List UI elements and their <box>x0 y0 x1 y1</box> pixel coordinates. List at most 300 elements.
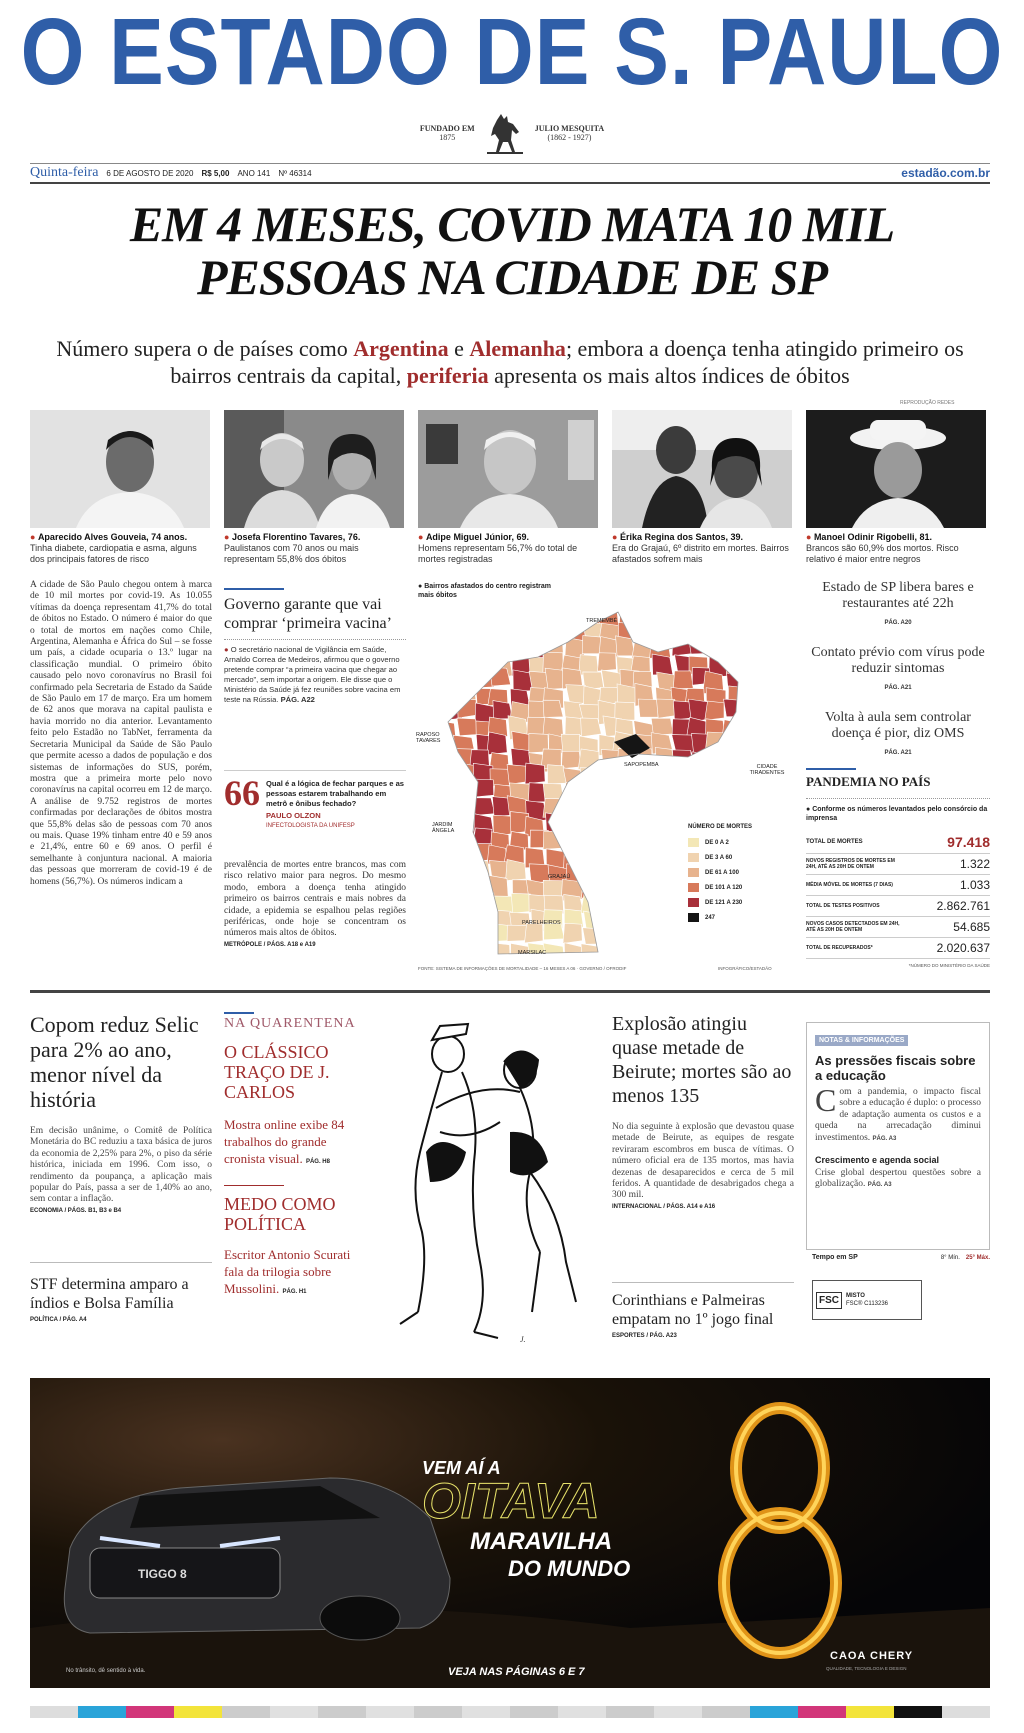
map-district <box>544 924 565 940</box>
svg-text:TIGGO 8: TIGGO 8 <box>138 1567 187 1581</box>
map-district <box>688 766 709 784</box>
quote-author: PAULO OLZON <box>266 811 321 820</box>
victim-photo-3[interactable] <box>418 410 598 528</box>
quarentena-title-2[interactable]: MEDO COMO POLÍTICA <box>224 1194 336 1234</box>
map-district <box>457 699 476 718</box>
map-district <box>632 603 653 621</box>
vaccine-title[interactable]: Governo garante que vai comprar ‘primeira vacina’ <box>224 596 392 632</box>
vaccine-box: Governo garante que vai comprar ‘primeira vacina’ ● O secretário nacional de Vigilância em Saúde, Arnaldo Correa de Medeiros, afirmou que o governo pretende comprar “a primeira vacina que chegar ao mercado”, sem importar a origem. Ele disse que o Ministério da Saúde já fez reuniões sobre vacina em teste na Rússia. PÁG. A22 <box>224 588 406 705</box>
beirute-ref: INTERNACIONAL / PÁGS. A14 e A16 <box>612 1203 716 1210</box>
stat-row: TOTAL DE MORTES 97.418 <box>806 831 990 854</box>
weather-label: Tempo em SP <box>812 1254 858 1261</box>
victim-text: Brancos são 60,9% dos mortos. Risco relativo é maior entre negros <box>806 543 959 564</box>
map-district <box>744 607 765 631</box>
map-district <box>724 608 746 630</box>
map-district <box>692 752 712 774</box>
map-district <box>456 881 476 901</box>
map-district <box>689 623 708 640</box>
dancing-couple-icon <box>370 1012 600 1352</box>
map-district <box>743 625 764 643</box>
victim-name: Manoel Odinir Rigobelli, 81. <box>813 532 932 542</box>
map-district <box>654 816 673 837</box>
map-district <box>458 785 476 805</box>
dateline-year: ANO 141 <box>237 168 271 178</box>
map-district <box>600 796 622 818</box>
map-district <box>597 876 618 897</box>
victim-photo-2[interactable] <box>224 410 404 528</box>
legend-label: DE 0 A 2 <box>705 839 729 846</box>
victim-name: Josefa Florentino Tavares, 76. <box>231 532 361 542</box>
map-district <box>436 764 457 785</box>
horseman-logo-icon <box>483 110 527 156</box>
map-district <box>524 604 544 623</box>
quarentena-kicker: NA QUARENTENA <box>224 1016 356 1031</box>
weather <box>812 1254 990 1261</box>
map-district <box>581 944 601 963</box>
map-district <box>562 811 583 831</box>
map-district <box>565 829 587 847</box>
victim-caption-5: ● Manoel Odinir Rigobelli, 81. Brancos são 60,9% dos mortos. Risco relativo é maior entre negros <box>806 532 959 564</box>
map-district <box>619 891 639 911</box>
map-label-tiradentes: CIDADE TIRADENTES <box>749 764 785 776</box>
map-district <box>437 798 457 818</box>
map-district <box>439 910 458 930</box>
notas-tag: NOTAS & INFORMAÇÕES <box>815 1035 908 1046</box>
map-district <box>673 927 694 947</box>
map-district <box>598 812 618 831</box>
founded-year: 1875 <box>439 133 456 143</box>
quarentena-column <box>224 1012 364 1301</box>
map-district <box>653 798 674 819</box>
map-district <box>673 671 693 689</box>
map-district <box>655 939 676 960</box>
main-story-ref[interactable]: METRÓPOLE / PÁGS. A18 e A19 <box>224 941 316 948</box>
map-district <box>722 720 742 740</box>
map-district <box>706 928 726 946</box>
map-district <box>656 879 676 899</box>
map-district <box>598 844 618 863</box>
map-district <box>524 638 543 660</box>
stf-ref: POLÍTICA / PÁG. A4 <box>30 1317 87 1323</box>
stat-row: TOTAL DE TESTES POSITIVOS 2.862.761 <box>806 896 990 917</box>
copom-story <box>30 1012 212 1214</box>
subhead-periferia: periferia <box>406 363 489 388</box>
map-district <box>634 832 654 852</box>
dateline <box>30 163 990 184</box>
map-district <box>688 636 710 654</box>
vaccine-text: O secretário nacional de Vigilância em Saúde, Arnaldo Correa de Medeiros, afirmou que o governo pretende comprar “a primeira vacina que chegar ao mercado”, sem importar a origem. Ele disse que o Ministério da Saúde já fez reuniões sobre vacina em teste na Rússia. <box>224 645 401 704</box>
map-district <box>488 924 509 942</box>
map-district <box>638 894 658 914</box>
map-district <box>745 668 765 687</box>
victim-text: Homens representam 56,7% do total de mortes registradas <box>418 543 578 564</box>
map-district <box>618 941 639 960</box>
map-district <box>452 637 471 657</box>
pandemia-footnote: *NÚMERO DO MINISTÉRIO DA SAÚDE <box>908 963 990 968</box>
map-district <box>621 816 642 838</box>
map-district <box>616 636 636 656</box>
map-district <box>649 606 669 624</box>
subheadline <box>30 335 990 389</box>
map-district <box>741 688 761 710</box>
map-district <box>583 864 606 880</box>
section-rule <box>30 990 990 993</box>
map-district <box>453 945 474 964</box>
map-district <box>580 799 600 819</box>
map-district <box>725 940 746 962</box>
pandemia-note: Conforme os números levantados pelo consórcio da imprensa <box>806 806 988 822</box>
map-district <box>637 942 658 962</box>
map-district <box>725 655 746 676</box>
map-district <box>458 668 478 687</box>
map-district <box>453 652 471 673</box>
subhead-argentina: Argentina <box>353 336 449 361</box>
map-district <box>473 654 495 673</box>
copom-title[interactable]: Copom reduz Selic para 2% ao ano, menor nível da história <box>30 1012 199 1112</box>
map-legend-item <box>688 883 788 892</box>
map-district <box>673 604 693 623</box>
map-district <box>436 865 456 884</box>
map-district <box>453 621 474 641</box>
map-district <box>635 781 659 800</box>
map-district <box>563 798 585 822</box>
stf-story <box>30 1262 212 1323</box>
map-district <box>619 929 639 948</box>
legend-swatch <box>688 883 699 892</box>
map-district <box>490 609 510 628</box>
map-district <box>632 641 652 658</box>
map-district <box>597 832 618 852</box>
map-district <box>524 923 543 943</box>
map-district <box>457 718 479 736</box>
notas-title-2[interactable]: Crescimento e agenda social <box>815 1155 940 1166</box>
teaser-contato[interactable]: Contato prévio com vírus pode reduzir sintomas PÁG. A21 <box>811 645 985 691</box>
teaser-bares[interactable]: Estado de SP libera bares e restaurantes até 22h PÁG. A20 <box>822 580 974 626</box>
map-district <box>619 831 639 852</box>
covid-map-figure: ● Bairros afastados do centro registram mais óbitos TREMEMBÉ RAPOSO TAVARES SAPOPEMBA CIDADE TIRADENTES JARDIM ÂNGELA GRAJAÚ PARELHEIROS MARSILAC NÚMERO DE MORTES DE 0 A 2 DE 3 A 60 DE 61 A 100 DE 101 A 120 DE 121 A 230 247 FONTE: SISTEMA DE INFORMAÇÕES DE MORTALIDADE – 16 MESES A 06 · GOVERNO / OFRODIF INFOGRÁFICO/ESTADÃO <box>418 582 794 976</box>
map-district <box>727 624 747 644</box>
victim-name: Adipe Miguel Júnior, 69. <box>425 532 529 542</box>
map-district <box>437 688 460 709</box>
copom-text: Em decisão unânime, o Comitê de Política Monetária do BC reduziu a taxa básica de juros da economia de 2,25% para 2%, o piso da série histórica, iniciada em 1996. Com isso, o rendimento da poupança, a aplicação mais popular do País, passa a ser de 1,40% ao ano, sem contar a inflação. <box>30 1126 212 1205</box>
stat-row: MÉDIA MÓVEL DE MORTES (7 DIAS) 1.033 <box>806 875 990 896</box>
ad-cta[interactable]: VEJA NAS PÁGINAS 6 E 7 <box>448 1666 585 1678</box>
map-district <box>491 624 513 642</box>
legend-label: DE 3 A 60 <box>705 854 733 861</box>
map-district <box>638 860 659 879</box>
map-label-raposo: RAPOSO TAVARES <box>416 732 441 744</box>
fsc-text: MISTO <box>846 1293 865 1299</box>
map-district <box>615 702 635 720</box>
headline-line-1: EM 4 MESES, COVID MATA 10 MIL <box>129 196 895 252</box>
pandemia-title: PANDEMIA NO PAÍS <box>806 774 931 789</box>
map-district <box>711 635 732 655</box>
main-story-column-2: prevalência de mortes entre brancos, mas com risco relativo maior para negros. Do mesmo modo, embora a doença tenha atingido primeiro os bairros centrais e mais nobres da cidade, a epidemia se espalhou pelas regiões periféricas, onde hoje se concentram os números mais altos de óbitos. <box>224 860 406 939</box>
map-district <box>435 637 455 658</box>
notas-text-1: Com a pandemia, o impacto fiscal sobre a educação é duplo: o processo de adaptação aumenta os custos e a queda na arrecadação diminui investimentos. PÁG. A3 <box>815 1082 981 1143</box>
map-district <box>705 769 727 790</box>
copom-ref: ECONOMIA / PÁGS. B1, B3 e B4 <box>30 1207 122 1214</box>
map-district <box>547 619 567 637</box>
map-district <box>441 781 461 804</box>
victim-caption-1: ● Aparecido Alves Gouveia, 74 anos. Tinha diabete, cardiopatia e asma, alguns dos principais fatores de risco <box>30 532 197 564</box>
victim-photo-1[interactable] <box>30 410 210 528</box>
legend-label: DE 121 A 230 <box>705 899 743 906</box>
map-district <box>618 878 639 896</box>
map-district <box>599 924 618 944</box>
map-district <box>742 940 764 960</box>
map-district <box>705 701 724 720</box>
legend-label: DE 101 A 120 <box>705 884 743 891</box>
map-district <box>436 942 457 960</box>
map-district <box>439 894 462 913</box>
map-district <box>435 652 454 669</box>
quote-box <box>224 770 406 831</box>
map-district <box>492 955 512 974</box>
map-district <box>477 609 497 628</box>
map-district <box>657 910 678 931</box>
map-district <box>708 942 728 962</box>
map-district <box>706 621 728 641</box>
victim-photo-5[interactable] <box>806 410 986 528</box>
map-district <box>561 734 581 753</box>
chery-ad[interactable] <box>30 1378 990 1688</box>
map-caption: Bairros afastados do centro registram mais óbitos <box>418 583 552 599</box>
map-district <box>563 923 582 943</box>
weather-min: 8° Mín. <box>940 1254 960 1261</box>
map-district <box>724 699 748 716</box>
victim-caption-2: ● Josefa Florentino Tavares, 76. Paulistanos com 70 anos ou mais representam 55,8% dos óbitos <box>224 532 361 564</box>
map-district <box>490 943 511 963</box>
map-district <box>566 783 587 800</box>
map-district <box>471 928 492 951</box>
subhead-part-4: apresenta os mais altos índices de óbitos <box>488 363 850 388</box>
map-district <box>652 654 673 675</box>
map-district <box>474 942 496 961</box>
masthead-title[interactable]: O ESTADO DE S. PAULO <box>20 0 1004 105</box>
map-label-tremembe: TREMEMBÉ <box>586 618 618 624</box>
map-district <box>581 782 602 804</box>
map-district <box>597 766 617 785</box>
main-story-column-2-wrap <box>224 860 406 948</box>
map-label-marsilac: MARSILAC <box>518 950 547 956</box>
victim-text: Era do Grajaú, 6º distrito em mortes. Bairros afastados sofrem mais <box>612 543 789 564</box>
map-district <box>528 622 549 638</box>
legend-swatch <box>688 913 699 922</box>
ad-brand-tag: QUALIDADE, TECNOLOGIA E DESIGN <box>826 1666 907 1671</box>
dateline-day: Quinta-feira <box>30 165 99 180</box>
ad-line-4: DO MUNDO <box>508 1556 631 1581</box>
map-district <box>652 831 672 853</box>
map-district <box>669 796 688 815</box>
stat-row: NOVOS REGISTROS DE MORTES EM 24H, ATÉ AS 20H DE ONTEM 1.322 <box>806 854 990 875</box>
map-district <box>472 907 495 926</box>
map-infografico: INFOGRÁFICO/ESTADÃO <box>718 966 772 971</box>
map-legend-item <box>688 868 788 877</box>
beirute-story <box>612 1012 794 1210</box>
map-district <box>674 940 695 962</box>
subhead-alemanha: Alemanha <box>469 336 566 361</box>
main-headline[interactable] <box>0 198 1024 304</box>
map-district <box>672 619 692 637</box>
map-district <box>577 828 598 850</box>
map-district <box>617 864 638 881</box>
map-district <box>438 876 458 895</box>
map-district <box>705 783 726 804</box>
subhead-part-2: e <box>448 336 470 361</box>
stat-row: TOTAL DE RECUPERADOS* 2.020.637 <box>806 938 990 959</box>
victim-text: Paulistanos com 70 anos ou mais representam 55,8% dos óbitos <box>224 543 359 564</box>
ad-brand: CAOA CHERY <box>830 1650 914 1662</box>
map-source: FONTE: SISTEMA DE INFORMAÇÕES DE MORTALIDADE – 16 MESES A 06 · GOVERNO / OFRODIF <box>418 966 627 971</box>
victim-name: Érika Regina dos Santos, 39. <box>619 532 743 542</box>
map-district <box>639 911 661 931</box>
map-district <box>601 913 620 933</box>
map-district <box>655 860 675 881</box>
map-district <box>618 779 638 801</box>
quote-mark-icon: 66 <box>224 773 260 813</box>
map-district <box>638 927 658 949</box>
map-district <box>692 784 712 804</box>
quarentena-text-2: Escritor Antonio Scurati fala da trilogia sobre Mussolini. PÁG. H1 <box>224 1247 351 1296</box>
map-legend-item <box>688 898 788 907</box>
map-district <box>740 654 761 675</box>
map-district <box>688 801 710 820</box>
map-district <box>687 942 708 962</box>
headline-line-2: PESSOAS NA CIDADE DE SP <box>196 249 827 305</box>
pandemia-panel: PANDEMIA NO PAÍS ● Conforme os números levantados pelo consórcio da imprensa TOTAL DE MORTES 97.418 NOVOS REGISTROS DE MORTES EM 24H, ATÉ AS 20H DE ONTEM 1.322 MÉDIA MÓVEL DE MORTES (7 DIAS) 1.033 TOTAL DE TESTES POSITIVOS 2.862.761 NOVOS CASOS DETECTADOS EM 24H, ATÉ AS 20H DE ONTEM 54.685 TOTAL DE RECUPERADOS* 2.020.637 *NÚMERO DO MINISTÉRIO DA SAÚDE <box>806 768 990 968</box>
notas-text-2: Crise global despertou questões sobre a globalização. PÁG. A3 <box>815 1168 981 1190</box>
victim-text: Tinha diabete, cardiopatia e asma, alguns dos principais fatores de risco <box>30 543 197 564</box>
map-label-jardim-angela: JARDIM ÂNGELA <box>432 822 455 834</box>
corinthians-title[interactable]: Corinthians e Palmeiras empatam no 1º jogo final <box>612 1292 774 1328</box>
svg-text:J.: J. <box>520 1335 526 1344</box>
map-district <box>704 605 724 626</box>
map-district <box>745 702 765 720</box>
map-district <box>708 798 729 818</box>
main-story-column-1: A cidade de São Paulo chegou ontem à marca de 10 mil mortes por covid-19. As 10.055 vítimas da doença representam 41,7% do total de óbitos no Estado. O número é maior do que o total de mortos em nações como Chile, Argentina, Alemanha e África do Sul – se fosse um país, a cidade ocuparia o 13.º lugar na classificação mundial. O primeiro óbito causado pelo novo coronavírus no Brasil foi confirmado pela Secretaria de Estado da Saúde de São Paulo em 17 de março. Era um homem de 62 anos que morava na capital paulista e havia morrido no dia anterior. Levantamento feito pelo Estadão no TabNet, ferramenta da Secretaria Municipal da Saúde de São Paulo que permite acesso a dados de população e dos sistemas de informações do SUS, porém, mostra que a primeira morte pelo novo coronavírus na capital ocorreu em 12 de março. A análise de 9.752 registros de mortes confirmadas por declarações de óbitos mostra que 55,8% delas são de pessoas com 70 anos ou mais. Quase 19% tinham entre 40 e 59 anos e 21,4%, entre 60 e 69 anos. O perfil é semelhante à conjuntura nacional. A maioria das pessoas que morreram de covid-19 é de homens (56,7%). Os números indicam a <box>30 580 212 887</box>
stat-row: NOVOS CASOS DETECTADOS EM 24H, ATÉ AS 20H DE ONTEM 54.685 <box>806 917 990 938</box>
map-district <box>619 605 639 625</box>
quarentena-text: Mostra online exibe 84 trabalhos do grande cronista visual. PÁG. H8 <box>224 1117 345 1166</box>
stf-title[interactable]: STF determina amparo a índios e Bolsa Família <box>30 1276 189 1312</box>
quarentena-title[interactable]: O CLÁSSICO TRAÇO DE J. CARLOS <box>224 1042 330 1102</box>
map-district <box>620 799 640 820</box>
map-district <box>598 653 617 671</box>
ad-line-1: VEM AÍ A <box>422 1458 501 1478</box>
victim-name: Aparecido Alves Gouveia, 74 anos. <box>37 532 188 542</box>
quote-role: INFECTOLOGISTA DA UNIFESP <box>266 823 355 829</box>
map-district <box>653 784 673 805</box>
map-district <box>434 604 454 625</box>
map-district <box>638 699 658 717</box>
map-legend <box>688 824 788 928</box>
map-district <box>657 892 676 914</box>
map-district <box>487 732 507 755</box>
notas-title-1[interactable]: As pressões fiscais sobre a educação <box>815 1053 976 1083</box>
map-district <box>508 638 529 655</box>
legend-swatch <box>688 898 699 907</box>
map-district <box>441 847 463 868</box>
map-district <box>722 800 743 821</box>
subhead-part-3: ; embora a doença tenha atingido primeiro os bairros centrais da capital, <box>170 336 964 388</box>
teasers-column <box>806 580 990 761</box>
print-registration-strip <box>30 1706 990 1718</box>
map-district <box>582 636 601 654</box>
suv-icon <box>64 1478 450 1640</box>
founder-years: (1862 - 1927) <box>547 133 592 143</box>
map-label-sapopemba: SAPOPEMBA <box>624 762 659 768</box>
victim-caption-3: ● Adipe Miguel Júnior, 69. Homens representam 56,7% do total de mortes registradas <box>418 532 578 564</box>
founded-line <box>0 110 1024 156</box>
map-district <box>546 606 566 626</box>
site-link[interactable]: estadão.com.br <box>901 166 990 180</box>
map-district <box>746 734 766 753</box>
victim-photo-4[interactable] <box>612 410 792 528</box>
map-district <box>439 673 457 692</box>
map-district <box>563 608 586 631</box>
beirute-title[interactable]: Explosão atingiu quase metade de Beirute; mortes são ao menos 135 <box>612 1013 792 1107</box>
map-district <box>634 620 655 644</box>
map-district <box>490 640 510 660</box>
map-district <box>582 815 602 836</box>
map-district <box>744 721 763 741</box>
map-district <box>602 782 624 800</box>
map-district <box>741 640 763 657</box>
map-district <box>722 779 743 802</box>
ad-line-3: MARAVILHA <box>470 1528 613 1555</box>
corinthians-ref: ESPORTES / PÁG. A23 <box>612 1333 677 1339</box>
map-district <box>721 928 741 947</box>
map-label-parelheiros: PARELHEIROS <box>522 920 561 926</box>
legend-swatch <box>688 868 699 877</box>
map-district <box>654 765 674 788</box>
map-district <box>634 877 655 900</box>
fsc-logo: FSC <box>816 1292 842 1309</box>
legend-label: DE 61 A 100 <box>705 869 739 876</box>
legend-label: 247 <box>705 914 716 921</box>
map-district <box>708 748 730 767</box>
map-district <box>453 800 473 820</box>
fsc-code: FSC® C113236 <box>846 1301 888 1307</box>
map-district <box>724 737 745 759</box>
map-district <box>441 752 461 772</box>
map-district <box>458 896 478 917</box>
legend-swatch <box>688 838 699 847</box>
map-district <box>441 622 463 642</box>
quote-text: Qual é a lógica de fechar parques e as pessoas estarem trabalhando em metrô e ônibus fechado? <box>266 779 405 808</box>
map-district <box>476 892 494 908</box>
dateline-number: Nº 46314 <box>278 168 312 178</box>
map-district <box>439 926 459 944</box>
map-district <box>726 640 747 661</box>
map-district <box>655 928 675 949</box>
map-district <box>543 943 565 966</box>
map-district <box>581 894 601 913</box>
dateline-price: R$ 5,00 <box>201 168 230 178</box>
jcarlos-illustration[interactable] <box>370 1012 600 1352</box>
ad-transit-message: No trânsito, dê sentido à vida. <box>66 1668 146 1674</box>
map-district <box>744 799 764 820</box>
map-district <box>458 859 478 879</box>
teaser-aula[interactable]: Volta à aula sem controlar doença é pior, diz OMS PÁG. A21 <box>825 710 971 756</box>
map-district <box>561 751 581 768</box>
weather-max: 25° Máx. <box>965 1254 990 1261</box>
fsc-seal <box>812 1280 922 1320</box>
vaccine-ref: PÁG. A22 <box>280 695 315 704</box>
map-district <box>619 910 641 931</box>
notas-box <box>806 1022 990 1250</box>
